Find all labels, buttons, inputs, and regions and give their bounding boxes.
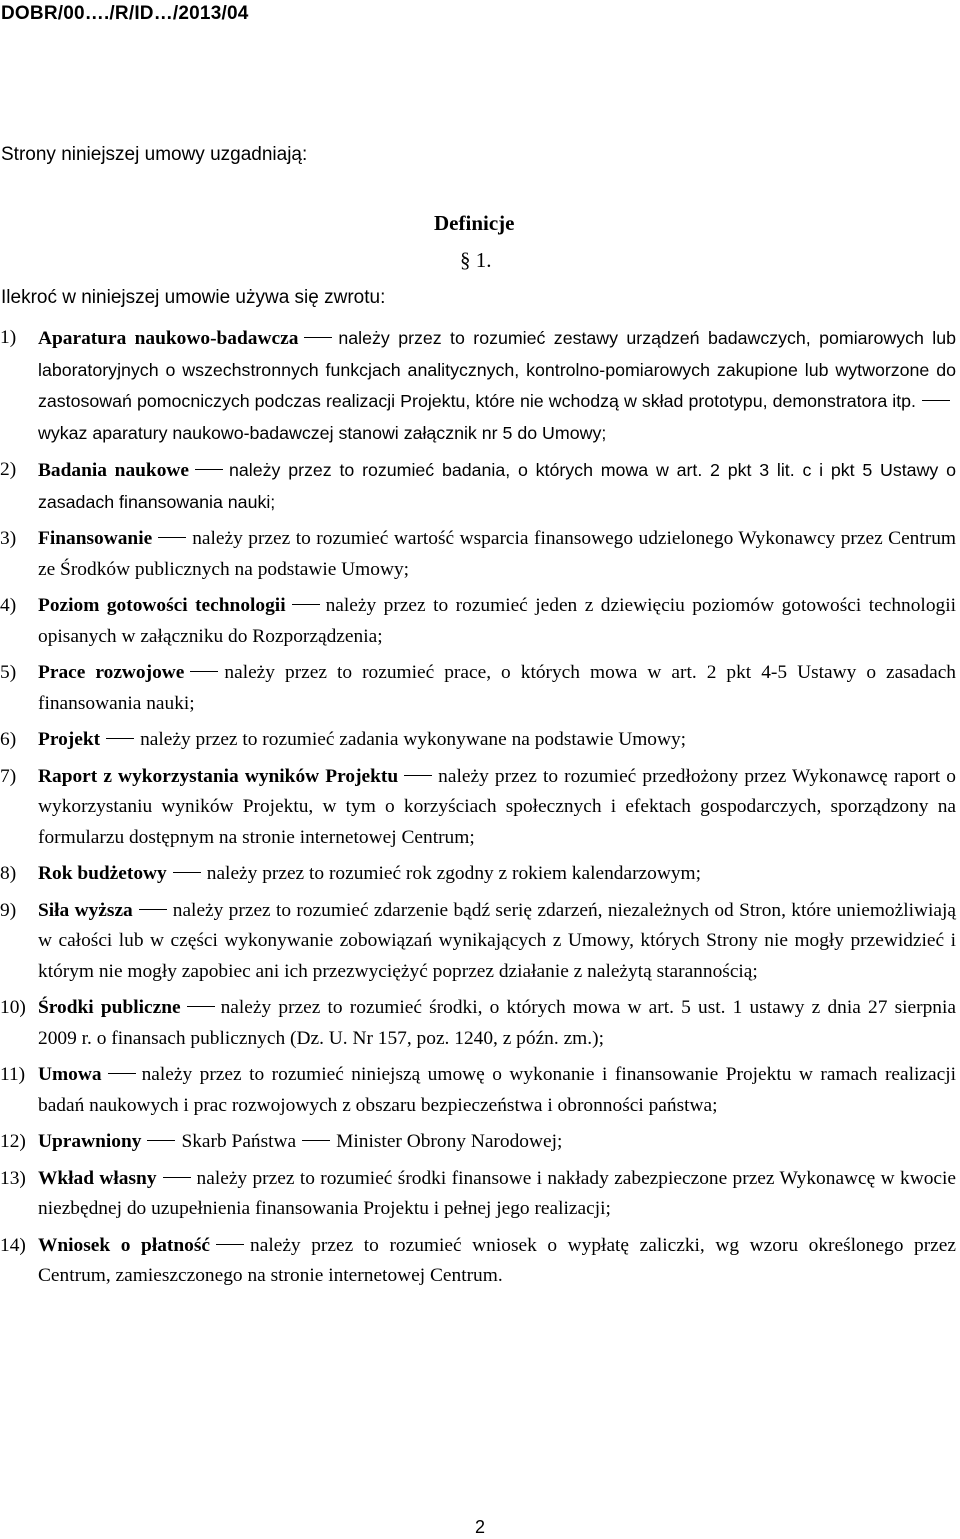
definition-item: [0, 658, 956, 719]
item-number: 7): [0, 765, 17, 787]
definition-item: [0, 725, 956, 756]
definition-term: Badania naukowe: [38, 460, 190, 481]
dash-separator: [304, 336, 332, 338]
definition-term: Projekt: [38, 729, 101, 750]
definition-item: [0, 1164, 956, 1225]
dash-separator: [922, 399, 950, 401]
dash-separator: [404, 774, 432, 776]
dash-separator: [158, 536, 186, 538]
definition-item: [0, 323, 956, 449]
definition-item: [0, 859, 956, 890]
definition-text: należy przez to rozumieć badania, o których mowa w art. 2 pkt 3 lit. c i pkt 5 Ustawy o zasadach finansowania nauki;: [38, 460, 956, 512]
definition-item: [0, 896, 956, 988]
definition-text: należy przez to rozumieć rok zgodny z rokiem kalendarzowym;: [206, 863, 702, 884]
document-header: DOBR/00…./R/ID…/2013/04: [1, 3, 249, 24]
section-title: Definicje: [434, 211, 515, 235]
dash-separator: [195, 468, 223, 470]
definition-text: należy przez to rozumieć jeden z dziewięciu poziomów gotowości technologii opisanych w załączniku do Rozporządzenia;: [38, 595, 956, 647]
definition-item: [0, 524, 956, 585]
definition-text: należy przez to rozumieć prace, o których mowa w art. 2 pkt 4-5 Ustawy o zasadach finansowania nauki;: [38, 662, 956, 714]
dash-separator: [163, 1176, 191, 1178]
definition-extra: wykaz aparatury naukowo-badawczej stanowi załącznik nr 5 do Umowy;: [38, 422, 607, 443]
item-number: 9): [0, 899, 17, 921]
item-number: 6): [0, 729, 17, 750]
definition-term: Środki publiczne: [38, 997, 181, 1018]
definition-term: Rok budżetowy: [38, 863, 167, 884]
definition-item: [0, 1231, 956, 1292]
definitions-list: [0, 323, 956, 1298]
dash-separator: [216, 1243, 244, 1245]
item-number: 14): [0, 1234, 26, 1256]
item-number: 4): [0, 595, 17, 616]
definition-text: należy przez to rozumieć przedłożony przez Wykonawcę raport o wykorzystaniu wyników Projektu, w tym o korzyściach społecznych i efektach gospodarczych, sporządzony na formularzu dostępnym na stronie internetowej Centrum;: [38, 765, 956, 848]
dash-separator: [302, 1139, 330, 1141]
dash-separator: [187, 1005, 215, 1007]
paragraph-mark: § 1.: [460, 248, 492, 272]
definition-text: należy przez to rozumieć wartość wsparcia finansowego udzielonego Wykonawcy przez Centrum ze Środków publicznych na podstawie Umowy;: [38, 528, 956, 580]
definition-term: Raport z wykorzystania wyników Projektu: [38, 765, 399, 787]
dash-separator: [190, 670, 218, 672]
item-number: 8): [0, 863, 17, 884]
dash-separator: [147, 1139, 175, 1141]
dash-separator: [292, 603, 320, 605]
dash-separator: [173, 871, 201, 873]
item-number: 3): [0, 528, 17, 549]
item-number: 2): [0, 459, 17, 480]
definition-item: [0, 591, 956, 652]
item-number: 12): [0, 1131, 26, 1152]
definition-term: Poziom gotowości technologii: [38, 595, 286, 616]
definition-term: Finansowanie: [38, 528, 153, 549]
item-number: 11): [0, 1064, 26, 1085]
definition-text: należy przez to rozumieć niniejszą umowę o wykonanie i finansowanie Projektu w ramach realizacji badań naukowych i prac rozwojowych z obszaru bezpieczeństwa i obronności państwa;: [38, 1064, 956, 1116]
definition-term: Aparatura naukowo-badawcza: [38, 328, 299, 349]
lead-text: Ilekroć w niniejszej umowie używa się zwrotu:: [1, 287, 386, 308]
definition-item: [0, 993, 956, 1054]
intro-text: Strony niniejszej umowy uzgadniają:: [1, 144, 308, 165]
definition-term: Umowa: [38, 1064, 102, 1085]
definition-item: [0, 1127, 956, 1158]
definition-term: Siła wyższa: [38, 899, 133, 921]
definition-text: należy przez to rozumieć wniosek o wypłatę zaliczki, wg wzoru określonego przez Centrum, zamieszczonego na stronie internetowej Centrum.: [38, 1234, 957, 1286]
definition-extra: Minister Obrony Narodowej;: [336, 1131, 563, 1152]
definition-text: należy przez to rozumieć zadania wykonywane na podstawie Umowy;: [140, 729, 687, 750]
page-number: 2: [474, 1517, 485, 1537]
item-number: 13): [0, 1167, 26, 1189]
definition-item: [0, 455, 956, 518]
definition-text: należy przez to rozumieć zdarzenie bądź serię zdarzeń, niezależnych od Stron, które uniemożliwiają w całości lub w części wykonywanie zobowiązań wynikających z Umowy, których Strony nie mogły przewidzieć i którym nie mogły zapobiec ani ich przezwyciężyć poprzez działanie z należytą starannością;: [38, 899, 956, 982]
item-number: 1): [0, 327, 17, 348]
definition-item: [0, 1060, 956, 1121]
definition-term: Wniosek o płatność: [38, 1234, 211, 1256]
definition-text: należy przez to rozumieć środki finansowe i nakłady zabezpieczone przez Wykonawcę w kwocie niezbędnej do uzupełnienia finansowania Projektu i pełnej jego realizacji;: [38, 1167, 956, 1219]
definition-term: Prace rozwojowe: [38, 662, 185, 683]
dash-separator: [139, 908, 167, 910]
item-number: 10): [0, 997, 26, 1018]
definition-item: [0, 762, 956, 854]
dash-separator: [106, 737, 134, 739]
definition-text: Skarb Państwa: [181, 1131, 297, 1152]
definition-text: należy przez to rozumieć zestawy urządzeń badawczych, pomiarowych lub laboratoryjnych o wszechstronnych funkcjach analitycznych, kontrolno-pomiarowych zakupione lub wytworzone do zastosowań pomocniczych podczas realizacji Projektu, które nie wchodzą w skład prototypu, demonstratora itp.: [38, 328, 957, 411]
item-number: 5): [0, 662, 17, 683]
definition-text: należy przez to rozumieć środki, o których mowa w art. 5 ust. 1 ustawy z dnia 27 sierpnia 2009 r. o finansach publicznych (Dz. U. Nr 157, poz. 1240, z późn. zm.);: [38, 997, 956, 1049]
definition-term: Uprawniony: [38, 1131, 142, 1152]
dash-separator: [108, 1072, 136, 1074]
definition-term: Wkład własny: [38, 1167, 157, 1189]
